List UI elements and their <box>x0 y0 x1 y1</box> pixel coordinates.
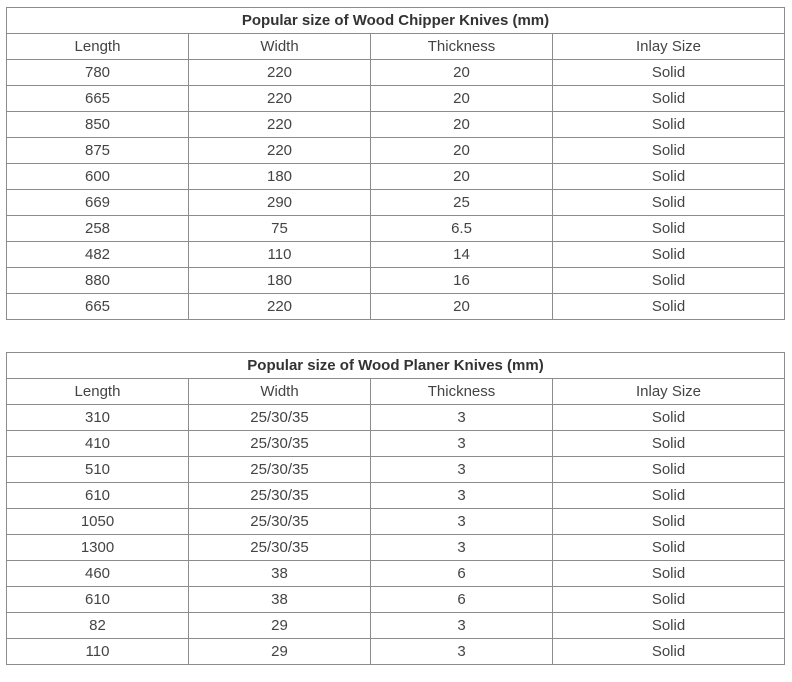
table-row <box>7 457 785 483</box>
column-header-width: Width <box>189 379 371 405</box>
table-header-row <box>7 379 785 405</box>
cell-thickness: 6 <box>371 561 553 587</box>
cell-thickness: 3 <box>371 405 553 431</box>
cell-thickness: 3 <box>371 535 553 561</box>
cell-width: 38 <box>189 587 371 613</box>
cell-width: 25/30/35 <box>189 405 371 431</box>
cell-width: 25/30/35 <box>189 431 371 457</box>
cell-width: 220 <box>189 60 371 86</box>
cell-length: 850 <box>7 112 189 138</box>
cell-length: 665 <box>7 86 189 112</box>
table-row <box>7 483 785 509</box>
cell-inlay-size: Solid <box>553 639 785 665</box>
cell-length: 880 <box>7 268 189 294</box>
cell-width: 25/30/35 <box>189 535 371 561</box>
cell-thickness: 16 <box>371 268 553 294</box>
cell-thickness: 3 <box>371 431 553 457</box>
cell-length: 1300 <box>7 535 189 561</box>
table-row <box>7 509 785 535</box>
cell-inlay-size: Solid <box>553 294 785 320</box>
cell-length: 665 <box>7 294 189 320</box>
cell-thickness: 3 <box>371 457 553 483</box>
cell-thickness: 20 <box>371 294 553 320</box>
cell-width: 220 <box>189 138 371 164</box>
cell-thickness: 3 <box>371 509 553 535</box>
table-row <box>7 405 785 431</box>
cell-inlay-size: Solid <box>553 613 785 639</box>
cell-length: 110 <box>7 639 189 665</box>
cell-thickness: 3 <box>371 639 553 665</box>
cell-length: 258 <box>7 216 189 242</box>
cell-inlay-size: Solid <box>553 112 785 138</box>
cell-length: 600 <box>7 164 189 190</box>
table-row <box>7 639 785 665</box>
cell-inlay-size: Solid <box>553 138 785 164</box>
cell-length: 310 <box>7 405 189 431</box>
column-header-thickness: Thickness <box>371 34 553 60</box>
column-header-thickness: Thickness <box>371 379 553 405</box>
table-row <box>7 60 785 86</box>
cell-width: 110 <box>189 242 371 268</box>
cell-width: 29 <box>189 639 371 665</box>
table-row <box>7 164 785 190</box>
cell-inlay-size: Solid <box>553 457 785 483</box>
table-row <box>7 561 785 587</box>
cell-length: 410 <box>7 431 189 457</box>
cell-length: 610 <box>7 587 189 613</box>
cell-thickness: 25 <box>371 190 553 216</box>
cell-inlay-size: Solid <box>553 86 785 112</box>
cell-length: 610 <box>7 483 189 509</box>
cell-width: 180 <box>189 268 371 294</box>
table-row <box>7 216 785 242</box>
cell-thickness: 6 <box>371 587 553 613</box>
chipper-knives-table <box>6 7 785 320</box>
cell-thickness: 6.5 <box>371 216 553 242</box>
column-header-width: Width <box>189 34 371 60</box>
cell-length: 82 <box>7 613 189 639</box>
cell-inlay-size: Solid <box>553 242 785 268</box>
cell-length: 780 <box>7 60 189 86</box>
cell-inlay-size: Solid <box>553 405 785 431</box>
cell-inlay-size: Solid <box>553 535 785 561</box>
table-row <box>7 268 785 294</box>
cell-width: 25/30/35 <box>189 483 371 509</box>
table-header-row <box>7 34 785 60</box>
cell-width: 25/30/35 <box>189 509 371 535</box>
cell-length: 875 <box>7 138 189 164</box>
column-header-inlay-size: Inlay Size <box>553 379 785 405</box>
cell-inlay-size: Solid <box>553 587 785 613</box>
cell-inlay-size: Solid <box>553 268 785 294</box>
table-row <box>7 86 785 112</box>
cell-inlay-size: Solid <box>553 216 785 242</box>
cell-length: 482 <box>7 242 189 268</box>
cell-thickness: 20 <box>371 164 553 190</box>
cell-length: 669 <box>7 190 189 216</box>
cell-width: 29 <box>189 613 371 639</box>
table-row <box>7 112 785 138</box>
cell-inlay-size: Solid <box>553 483 785 509</box>
table-row <box>7 190 785 216</box>
cell-width: 38 <box>189 561 371 587</box>
cell-width: 290 <box>189 190 371 216</box>
planer-knives-table <box>6 352 785 665</box>
table-row <box>7 613 785 639</box>
cell-width: 220 <box>189 294 371 320</box>
table-row <box>7 138 785 164</box>
cell-thickness: 3 <box>371 613 553 639</box>
table-body <box>7 60 785 320</box>
table-title: Popular size of Wood Chipper Knives (mm) <box>7 8 785 34</box>
cell-length: 1050 <box>7 509 189 535</box>
table-row <box>7 535 785 561</box>
cell-width: 25/30/35 <box>189 457 371 483</box>
table-row <box>7 587 785 613</box>
cell-thickness: 20 <box>371 60 553 86</box>
table-row <box>7 294 785 320</box>
cell-inlay-size: Solid <box>553 431 785 457</box>
cell-width: 180 <box>189 164 371 190</box>
cell-thickness: 14 <box>371 242 553 268</box>
column-header-length: Length <box>7 34 189 60</box>
table-title: Popular size of Wood Planer Knives (mm) <box>7 353 785 379</box>
table-title-row <box>7 8 785 34</box>
table-title-row <box>7 353 785 379</box>
cell-thickness: 20 <box>371 138 553 164</box>
cell-inlay-size: Solid <box>553 60 785 86</box>
cell-thickness: 3 <box>371 483 553 509</box>
cell-inlay-size: Solid <box>553 164 785 190</box>
column-header-inlay-size: Inlay Size <box>553 34 785 60</box>
table-body <box>7 405 785 665</box>
cell-length: 460 <box>7 561 189 587</box>
column-header-length: Length <box>7 379 189 405</box>
cell-thickness: 20 <box>371 86 553 112</box>
cell-length: 510 <box>7 457 189 483</box>
cell-inlay-size: Solid <box>553 561 785 587</box>
cell-width: 220 <box>189 86 371 112</box>
cell-width: 75 <box>189 216 371 242</box>
cell-inlay-size: Solid <box>553 190 785 216</box>
cell-inlay-size: Solid <box>553 509 785 535</box>
table-row <box>7 431 785 457</box>
table-row <box>7 242 785 268</box>
cell-thickness: 20 <box>371 112 553 138</box>
cell-width: 220 <box>189 112 371 138</box>
